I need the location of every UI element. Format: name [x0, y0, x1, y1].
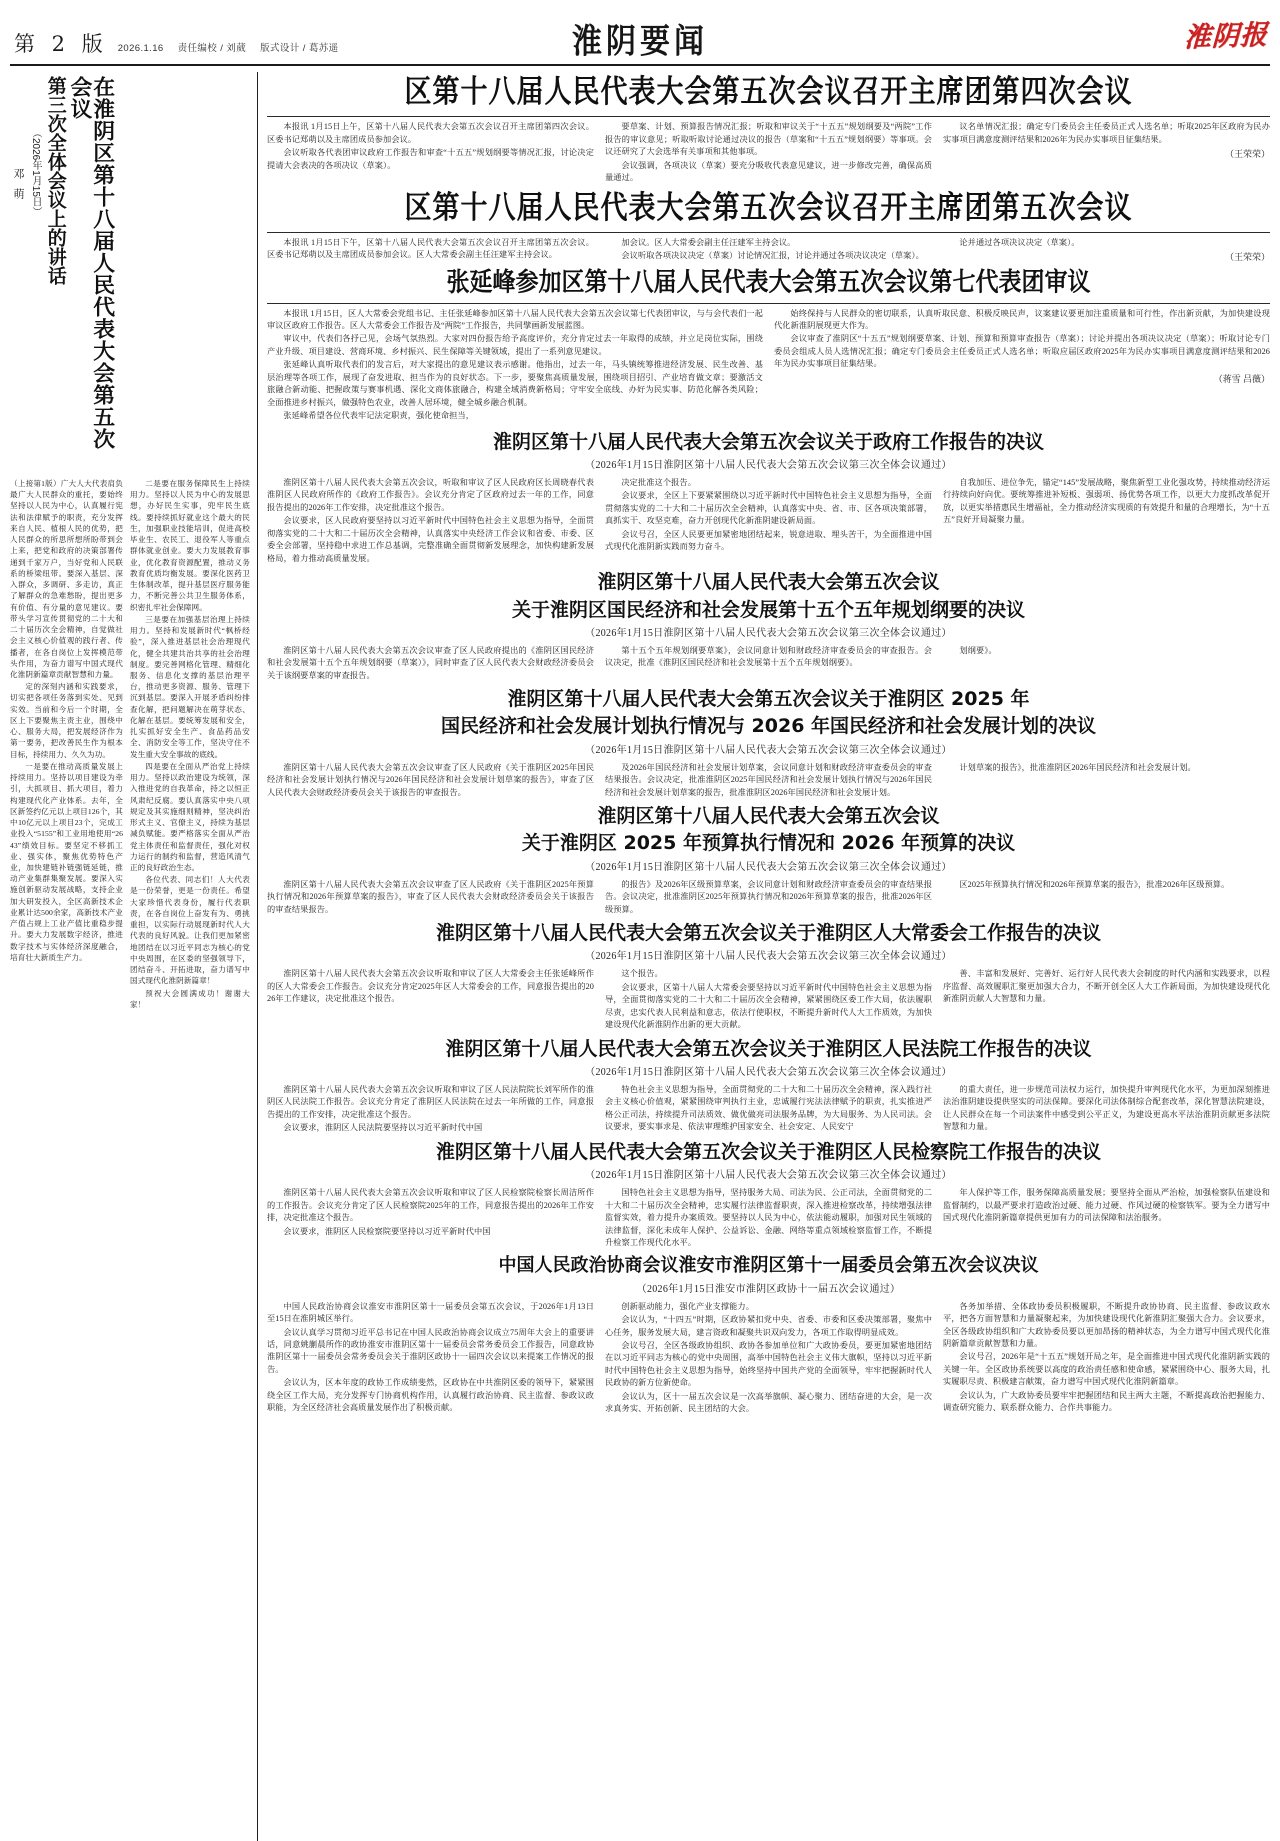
resolution-columns [267, 645, 1270, 683]
resolution-columns [267, 1301, 1270, 1417]
feature-paragraph: 定的深刻内涵和实践要求，切实把各项任务落到实处、见到实效。当前和今后一个时期，全区上下要聚焦主责主业，围绕中心、服务大局，把发展经济作为第一要务，把改善民生作为根本目标，持续用力、久久为功。 [10, 682, 123, 759]
body-paragraph: 会议听取各项决议决定（草案）讨论情况汇报，讨论并通过各项决议决定（草案）。 [621, 251, 924, 261]
body-paragraph: 淮阴区第十八届人民代表大会第五次会议，听取和审议了区人民政府区长周晓春代表淮阴区人民政府所作的《政府工作报告》。会议充分肯定了区政府过去一年的工作，同意报告提出的2026年工作安排，决定批准这个报告。 [267, 477, 594, 512]
page-body [0, 66, 1280, 1841]
article-column [943, 121, 1270, 146]
resolution-column [267, 879, 594, 917]
body-paragraph: 始终保持与人民群众的密切联系，认真听取民意、积极反映民声，议案建议要更加注重质量和可行性，作出新贡献，为加快建设现代化新淮阴展现更大作为。 [774, 308, 1270, 330]
resolution-item [267, 432, 1270, 567]
resolution-column [605, 762, 932, 800]
resolution-column [605, 645, 932, 683]
body-paragraph: 会议要求，区第十八届人大常委会要坚持以习近平新时代中国特色社会主义思想为指导，全面贯彻落实党的二十大和二十届历次全会精神，紧紧围绕区委工作大局，依法履职尽责，忠实代表人民利益和意志，依法行使职权，不断提升新时代人大工作质效，为加快建设现代化新淮阴作出新的更大贡献。 [605, 982, 932, 1030]
resolution-title-line: 淮阴区第十八届人民代表大会第五次会议关于政府工作报告的决议 [492, 430, 1044, 453]
masthead-left [14, 28, 339, 58]
body-paragraph: 本报讯 1月15日上午，区第十八届人民代表大会第五次会议召开主席团第四次会议。区委书记郑萌以及主席团成员参加会议。 [267, 122, 594, 144]
feature-body [10, 478, 250, 1841]
body-paragraph: 张延峰认真听取代表们的发言后，对大家提出的意见建议表示感谢。他指出，过去一年，马头镇统筹推进经济发展、民生改善、基层治理等各项工作，展现了奋发进取、担当作为的良好状态。下一步，要聚焦高质量发展，围绕项目招引、产业培育做文章；要激活文旅融合新动能、把握政策与赛事机遇、深化文商体旅融合，构建全域消费新格局；守牢安全底线、办好为民实事、防范化解各类风险；全面推进乡村振兴，做强特色农业，改善人居环境，健全城乡融合机制。 [267, 360, 763, 407]
masthead-meta [118, 40, 339, 54]
resolution-subtitle: （2026年1月15日淮安市淮阴区政协十一届五次会议通过） [636, 1283, 901, 1295]
body-paragraph: 的重大责任，进一步规范司法权力运行，加快提升审判现代化水平，为更加深刻推进法治淮阴建设提供坚实的司法保障。要深化司法体制综合配套改革，深化智慧法院建设，让人民群众在每一个司法案件中感受到公平正义，为建设更高水平法治淮阴贡献更多法院智慧和力量。 [943, 1084, 1270, 1132]
resolution-subtitle: （2026年1月15日淮阴区第十八届人民代表大会第五次会议第三次全体会议通过） [585, 744, 952, 756]
article-presidium-4 [267, 72, 1270, 186]
resolution-column [267, 645, 594, 683]
resolution-column [943, 1301, 1270, 1417]
body-paragraph: 自我加压、进位争先，锚定“145”发展战略，聚焦新型工业化强攻势，持续推动经济运行持续向好向优。要统筹推进补短板、强弱项、扬优势各项工作，以更大力度抓改革促开放，以更实举措惠民生增福祉，全力推动经济实现质的有效提升和量的合理增长，为“十五五”良好开局凝聚力量。 [943, 477, 1270, 525]
body-paragraph: 淮阴区第十八届人民代表大会第五次会议听取和审议了区人大常委会主任张延峰所作的区人大常委会工作报告。会议充分肯定2025年区人大常委会的工作，同意报告提出的2026年工作建议，决定批准这个报告。 [267, 969, 594, 1004]
publication-date: 2026.1.16 [117, 43, 164, 54]
feature-column [10, 72, 258, 1841]
resolution-title-line: 淮阴区第十八届人民代表大会第五次会议关于淮阴区人民法院工作报告的决议 [445, 1037, 1092, 1060]
resolution-title-line: 淮阴区第十八届人民代表大会第五次会议 [597, 805, 940, 828]
resolution-columns [267, 879, 1270, 917]
feature-lead-text: 广大人大代表肩负最广大人民群众的重托，要始终坚持以人民为中心，认真履行宪法和法律赋予的职责，充分发挥来自人民、植根人民的优势，把人民群众的所思所想所盼带到会上来，把党和政府的决策部署传递到千家万户，当好党和人民联系的桥梁纽带。要深入基层、深入群众，多调研、多走访，真正了解群众的急难愁盼，提出更多有价值、有分量的意见建议。要带头学习宣传贯彻党的二十大和二十届历次全会精神，自觉做社会主义核心价值观的践行者、传播者，在各自岗位上发挥模范带头作用，为奋力谱写中国式现代化淮阴新篇章贡献智慧和力量。 [10, 479, 123, 679]
feature-author: 邓 萌 [12, 168, 24, 203]
feature-paragraph: 一是要在推动高质量发展上持续用力。坚持以项目建设为牵引，大抓项目、抓大项目，着力构建现代化产业体系。去年，全区新签约亿元以上项目126个，其中10亿元以上项目23个，完成工业投入“5155”和工业用地使用“2643”绩效目标。要坚定不移抓工业、强实体，聚焦优势特色产业，加快建链补链强链延链，推动产业集群集聚发展。要深入实施创新驱动发展战略，支持企业加大研发投入，全区高新技术企业累计达500余家，高新技术产业产值占规上工业产值比重稳步提升。要大力发展数字经济，推进数字技术与实体经济深度融合，培育壮大新质生产力。 [10, 761, 123, 962]
body-paragraph: 会议要求，淮阴区人民法院要坚持以习近平新时代中国 [283, 1123, 483, 1133]
feature-title-main: 在淮阴区第十八届人民代表大会第五次会议 [67, 76, 116, 450]
body-paragraph: 会议审查了淮阴区“十五五”规划纲要草案、计划、预算和预算审查报告（草案）；讨论并提出各项决议决定（草案）；听取讨论专门委员会组成人员人选情况汇报；确定专门委员会主任委员正式人选名单；听取应届区政府2025年为民办实事项目满意度测评结果和2026年为民办实事项目征集结果。 [774, 334, 1270, 369]
article-byline: （王荣荣） [1224, 252, 1270, 263]
body-paragraph: 会议认为，“十四五”时期，区政协紧扣党中央、省委、市委和区委决策部署，聚焦中心任务，服务发展大局，建言资政和凝聚共识双向发力，各项工作取得明显成效。 [605, 1315, 932, 1337]
resolution-title-line: 淮阴区第十八届人民代表大会第五次会议 [597, 571, 940, 594]
article-column [774, 308, 1270, 371]
article-column-wrap [943, 121, 1270, 185]
body-paragraph: 审议中，代表们各抒己见，会场气氛热烈。大家对四份报告给予高度评价，充分肯定过去一年取得的成绩，并立足岗位实际，围绕产业升级、项目建设、营商环境、乡村振兴、民生保障等关键领域，提出了一系列意见建议。 [267, 334, 763, 356]
resolution-title-line: 淮阴区第十八届人民代表大会第五次会议关于淮阴区人民检察院工作报告的决议 [435, 1140, 1101, 1163]
resolution-column [605, 879, 932, 917]
resolution-column [605, 1084, 932, 1136]
body-paragraph: 决定批准这个报告。 [621, 477, 696, 487]
resolution-subtitle: （2026年1月15日淮阴区第十八届人民代表大会第五次会议第三次全体会议通过） [585, 459, 952, 471]
feature-paragraph: 三是要在加强基层治理上持续用力。坚持和发展新时代“枫桥经验”，深入推进基层社会治理现代化，健全共建共治共享的社会治理制度。要完善网格化管理、精细化服务、信息化支撑的基层治理平台，推动更多资源、服务、管理下沉到基层。要深入开展矛盾纠纷排查化解，把问题解决在萌芽状态、化解在基层。要统筹发展和安全，扎实抓好安全生产、食品药品安全、消防安全等工作，坚决守住不发生重大安全事故的底线。 [130, 614, 250, 759]
body-paragraph: 本报讯 1月15日，区人大常委会党组书记、主任张延峰参加区第十八届人民代表大会第五次会议第七代表团审议，与与会代表们一起审议区政府工作报告。区人大常委会工作报告及“两院”工作报告，共同擘画新发展蓝图。 [267, 308, 763, 330]
resolution-column [267, 1187, 594, 1250]
body-paragraph: 淮阴区第十八届人民代表大会第五次会议听取和审议了区人民检察院检察长周洁所作的工作报告。会议充分肯定了区人民检察院2025年的工作，同意报告提出的2026年工作安排，决定批准这个报告。 [267, 1188, 594, 1223]
resolution-column [605, 1187, 932, 1250]
body-paragraph: 淮阴区第十八届人民代表大会第五次会议审查了区人民政府《关于淮阴区2025年预算执行情况和2026年预算草案的报告》，审查了区人民代表大会财政经济委员会关于该报告的审查结果报告。 [267, 879, 594, 914]
body-paragraph: 第十五个五年规划纲要草案》，会议同意计划和财政经济审查委员会的审查报告。会议决定，批准《淮阴区国民经济和社会发展第十五个五年规划纲要》。 [605, 645, 932, 668]
resolution-item [267, 923, 1270, 1033]
rule [267, 232, 1270, 233]
body-paragraph: 淮阴区第十八届人民代表大会第五次会议听取和审议了区人民法院院长刘军所作的淮阴区人民法院工作报告。会议充分肯定了淮阴区人民法院在过去一年所做的工作，同意报告提出的工作安排，决定批准这个报告。 [267, 1084, 594, 1119]
article-zhangyanfeng [267, 266, 1270, 424]
resolution-column [943, 1187, 1270, 1250]
masthead-logo-wrap [1148, 14, 1268, 53]
resolution-list [267, 426, 1270, 1419]
body-paragraph: 淮阴区第十八届人民代表大会第五次会议审查了区人民政府提出的《淮阴区国民经济和社会发展第十五个五年规划纲要（草案）》，同时审查了区人民代表大会财政经济委员会关于该纲要草案的审查报告。 [267, 645, 594, 680]
feature-title-sub: 第三次全体会议上的讲话 [44, 76, 67, 285]
body-paragraph: 会议要求，区人民政府要坚持以习近平新时代中国特色社会主义思想为指导，全面贯彻落实党的二十大和二十届历次全会精神，认真落实中央经济工作会议和省委、市委、区委全会部署，坚持稳中求进工作总基调，完整准确全面贯彻新发展理念，加快构建新发展格局，着力推动高质量发展。 [267, 516, 594, 563]
resolution-title-line: 淮阴区第十八届人民代表大会第五次会议关于淮阴区人大常委会工作报告的决议 [435, 922, 1101, 945]
resolution-title-line: 国民经济和社会发展计划执行情况与 2026 年国民经济和社会发展计划的决议 [440, 715, 1097, 738]
resolution-column [267, 762, 594, 800]
body-paragraph: 创新驱动能力，强化产业支撑能力。 [621, 1301, 754, 1311]
resolution-subtitle: （2026年1月15日淮阴区第十八届人民代表大会第五次会议第三次全体会议通过） [585, 1066, 952, 1078]
resolution-item [267, 689, 1270, 800]
body-paragraph: 会议认为，区十一届五次会议是一次高举旗帜、凝心聚力、团结奋进的大会，是一次求真务实、开拓创新、民主团结的大会。 [605, 1391, 932, 1414]
resolution-subtitle: （2026年1月15日淮阴区第十八届人民代表大会第五次会议第三次全体会议通过） [585, 861, 952, 873]
body-paragraph: 会议认真学习贯彻习近平总书记在中国人民政治协商会议成立75周年大会上的重要讲话，同意姚蒯晨所作的政协淮安市淮阴区第十一届委员会常务委员会工作报告，同意政协淮阴区第十一届委员会常务委员会关于淮阴区政协十一届四次会议以来提案工作情况的报告。 [267, 1327, 594, 1374]
body-paragraph: 论并通过各项决议决定（草案）。 [959, 237, 1080, 247]
resolution-title-line: 关于淮阴区 2025 年预算执行情况和 2026 年预算的决议 [521, 832, 1016, 855]
rule [267, 303, 1270, 304]
body-paragraph: 会议听取各代表团审议政府工作报告和审查“十五五”规划纲要等情况汇报，讨论决定提请大会表决的各项决议（草案）。 [267, 148, 594, 170]
resolution-item [267, 1039, 1270, 1136]
feature-paragraph: 各位代表、同志们！人大代表是一份荣誉，更是一份责任。希望大家珍惜代表身份，履行代表职责，在各自岗位上奋发有为、勇挑重担，以实际行动展现新时代人大代表的良好风貌。让我们更加紧密地团结在以习近平同志为核心的党中央周围，在区委的坚强领导下，团结奋斗、开拓进取，奋力谱写中国式现代化淮阴新篇章！ [130, 875, 250, 986]
article-column [605, 237, 932, 264]
body-paragraph: 会议号召，全区人民要更加紧密地团结起来，锐意进取、埋头苦干，为全面推进中国式现代化淮阴新实践而努力奋斗。 [605, 529, 932, 552]
feature-paragraph: 四是要在全面从严治党上持续用力。坚持以政治建设为统领，深入推进党的自我革命，持之以恒正风肃纪反腐。要认真落实中央八项规定及其实施细则精神，坚决纠治形式主义、官僚主义，持续为基层减负赋能。要严格落实全面从严治党主体责任和监督责任，强化对权力运行的制约和监督，营造风清气正的良好政治生态。 [130, 761, 250, 872]
body-paragraph: 会议号召，2026年是“十五五”规划开局之年，是全面推进中国式现代化淮阴新实践的关键一年。全区政协系统要以高度的政治责任感和使命感，紧紧围绕中心、服务大局，扎实履职尽责、积极建言献策，奋力谱写中国式现代化淮阴新篇章。 [943, 1352, 1270, 1387]
resolution-title-line: 淮阴区第十八届人民代表大会第五次会议关于淮阴区 2025 年 [507, 688, 1030, 711]
body-paragraph: 会议强调，各项决议（草案）要充分吸收代表意见建议，进一步修改完善，确保高质量通过。 [605, 160, 932, 183]
resolution-title-line: 关于淮阴区国民经济和社会发展第十五个五年规划纲要的决议 [511, 598, 1025, 621]
article-column [605, 121, 932, 185]
article-headline: 区第十八届人民代表大会第五次会议召开主席团第五次会议 [404, 190, 1133, 226]
body-paragraph: 张延峰希望各位代表牢记法定职责，强化使命担当， [283, 411, 475, 421]
resolution-column [943, 968, 1270, 1032]
body-paragraph: 议名单情况汇报；确定专门委员会主任委员正式人选名单；听取2025年区政府为民办实事项目满意度测评结果和2026年为民办实事项目征集结果。 [943, 122, 1270, 144]
body-paragraph: 特色社会主义思想为指导，全面贯彻党的二十大和二十届历次全会精神，深入践行社会主义核心价值观，紧紧围绕审判执行主业，忠诚履行宪法法律赋予的职责，扎实推进严格公正司法，持续提升司法质效、做优做亮司法服务品牌，为大局服务、为人民司法。会议要求，要实事求是、依法审理维护国家安全、社会安定、人民安宁 [605, 1084, 932, 1132]
main-column [258, 72, 1270, 1841]
resolution-subtitle: （2026年1月15日淮阴区第十八届人民代表大会第五次会议第三次全体会议通过） [585, 1170, 952, 1182]
article-columns [267, 308, 1270, 424]
body-paragraph: 的报告》及2026年区级预算草案，会议同意计划和财政经济审查委员会的审查结果报告。会议决定，批准淮阴区2025年预算执行情况和2026年预算草案的报告，批准2026年区级预算。 [605, 879, 932, 914]
page-number-label: 第 2 版 [14, 32, 108, 56]
article-column [267, 237, 594, 264]
masthead [0, 0, 1280, 62]
body-paragraph: 善、丰富和发展好、完善好、运行好人民代表大会制度的时代内涵和实践要求，以程序监督、高效履职汇聚更加强大合力，不断开创全区人大工作新局面，为加快建设现代化新淮阴贡献人大智慧和力量。 [943, 969, 1270, 1004]
body-paragraph: 中国人民政治协商会议淮安市淮阴区第十一届委员会第五次会议，于2026年1月13日至15日在淮阴城区举行。 [267, 1301, 594, 1324]
resolution-column [605, 477, 932, 566]
article-column-wrap [774, 308, 1270, 424]
resolution-item [267, 572, 1270, 683]
resolution-subtitle: （2026年1月15日淮阴区第十八届人民代表大会第五次会议第三次全体会议通过） [585, 627, 952, 639]
article-columns [267, 121, 1270, 185]
resolution-column [267, 1084, 594, 1136]
feature-body-col-1 [10, 478, 123, 1841]
body-paragraph: 这个报告。 [621, 969, 663, 979]
body-paragraph: 划纲要》。 [959, 645, 997, 655]
resolution-item [267, 806, 1270, 917]
body-paragraph: 会议号召，全区各级政协组织、政协各参加单位和广大政协委员，要更加紧密地团结在以习近平同志为核心的党中央周围，高举中国特色社会主义伟大旗帜，坚持以习近平新时代中国特色社会主义思想为指导，始终坚持中国共产党的全面领导，牢牢把握新时代人民政协的新方位新使命。 [605, 1341, 932, 1388]
body-paragraph: 区2025年预算执行情况和2026年预算草案的报告》，批准2026年区级预算。 [959, 879, 1230, 889]
body-paragraph: 会议认为，广大政协委员要牢牢把握团结和民主两大主题，不断提高政治把握能力、调查研究能力、联系群众能力、合作共事能力。 [943, 1390, 1270, 1413]
body-paragraph: 及2026年国民经济和社会发展计划草案，会议同意计划和财政经济审查委员会的审查结果报告。会议决定，批准淮阴区2025年国民经济和社会发展计划执行情况与2026年国民经济和社会发展计划草案的报告，批准淮阴区2026年国民经济和社会发展计划。 [605, 762, 932, 797]
resolution-subtitle: （2026年1月15日淮阴区第十八届人民代表大会第五次会议第三次全体会议通过） [585, 951, 952, 963]
resolution-column [267, 1301, 594, 1417]
article-column [943, 237, 1270, 249]
article-columns [267, 237, 1270, 264]
feature-body-col-2 [130, 478, 250, 1841]
resolution-item [267, 1256, 1270, 1416]
article-column [267, 121, 594, 185]
article-headline: 区第十八届人民代表大会第五次会议召开主席团第四次会议 [404, 74, 1133, 111]
resolution-column [605, 968, 932, 1032]
designer-credit: 版式设计 / 葛苏遥 [260, 43, 339, 54]
feature-paragraph: 预祝大会圆满成功！谢谢大家！ [130, 988, 250, 1009]
resolution-title-line: 中国人民政治协商会议淮安市淮阴区第十一届委员会第五次会议决议 [498, 1255, 1039, 1277]
article-presidium-5 [267, 188, 1270, 264]
article-byline: （蒋雪 吕薇） [1213, 373, 1270, 384]
body-paragraph: 国特色社会主义思想为指导，坚持服务大局、司法为民、公正司法，全面贯彻党的二十大和二十届历次全会精神，忠实履行法律监督职责，深入推进检察改革，持续增强法律监督实效，着力提升办案质效。要坚持以人民为中心，依法能动履职，加强对民生领域的法律监督，深化未成年人保护、公益诉讼、金融、网络等重点领域检察监督工作，不断提升检察工作现代化水平。 [605, 1188, 932, 1247]
resolution-column [943, 645, 1270, 683]
body-paragraph: 计划草案的报告》，批准淮阴区2026年国民经济和社会发展计划。 [959, 762, 1196, 772]
body-paragraph: 本报讯 1月15日下午，区第十八届人民代表大会第五次会议召开主席团第五次会议。区委书记郑萌以及主席团成员参加会议。区人大常委会副主任汪建军主持会议。 [267, 237, 594, 260]
resolution-column [943, 477, 1270, 566]
body-paragraph: 各务加举措、全体政协委员积极履职，不断提升政协协商、民主监督、参政议政水平，把各方面智慧和力量凝聚起来，为加快建设现代化新淮阴汇聚强大合力。会议要求，全区各级政协组织和广大政协委员要以更加昂扬的精神状态，为全力谱写中国式现代化淮阴新篇章贡献智慧和力量。 [943, 1301, 1270, 1348]
resolution-column [943, 1084, 1270, 1136]
article-headline: 张延峰参加区第十八届人民代表大会第五次会议第七代表团审议 [446, 268, 1091, 297]
body-paragraph: 会议认为，区本年度的政协工作成绩斐然，区政协在中共淮阴区委的领导下，紧紧围绕全区工作大局，充分发挥专门协商机构作用，认真履行政治协商、民主监督、参政议政职能，为全区经济社会高质量发展作出了积极贡献。 [267, 1378, 594, 1413]
article-byline: （王荣荣） [1224, 149, 1270, 160]
body-paragraph: 年人保护等工作，服务保障高质量发展；要坚持全面从严治检，加强检察队伍建设和监督制约，以最严要求打造政治过硬、能力过硬、作风过硬的检察铁军。要为全力谱写中国式现代化淮阴新篇章提供更加有力的司法保障和法治服务。 [943, 1188, 1270, 1223]
resolution-columns [267, 1084, 1270, 1136]
feature-lead-ref: （上接第1版） [10, 479, 61, 488]
resolution-columns [267, 1187, 1270, 1250]
body-paragraph: 要草案、计划、预算报告情况汇报；听取和审议关于“十五五”规划纲要及“两院”工作报告的审议意见；听取听取讨论通过决议的报告（草案和“十五五”规划纲要）等事项。会议还研究了大会选举有关事项和其他事项。 [605, 122, 932, 157]
resolution-column [943, 762, 1270, 800]
body-paragraph: 加会议。区人大常委会副主任汪建军主持会议。 [621, 237, 796, 247]
resolution-column [267, 968, 594, 1032]
article-column-wrap [943, 237, 1270, 264]
editor-credit: 责任编校 / 刘葳 [177, 43, 247, 54]
body-paragraph: 淮阴区第十八届人民代表大会第五次会议审查了区人民政府《关于淮阴区2025年国民经济和社会发展计划执行情况与2026年国民经济和社会发展计划草案的报告》，审查了区人民代表大会财政经济委员会关于该报告的审查报告。 [267, 762, 594, 797]
resolution-column [943, 879, 1270, 917]
feature-date: （2026年1月15日） [30, 128, 41, 217]
article-column [267, 308, 763, 424]
resolution-columns [267, 762, 1270, 800]
resolution-item [267, 1142, 1270, 1251]
section-title: 淮阴要闻 [572, 22, 708, 62]
body-paragraph: 会议要求，全区上下要紧紧围绕以习近平新时代中国特色社会主义思想为指导，全面贯彻落实党的二十大和二十届历次全会精神，认真落实中央、省、市、区各项决策部署，真抓实干、攻坚克难，奋力开创现代化新淮阴建设新局面。 [605, 491, 932, 526]
body-paragraph: 会议要求，淮阴区人民检察院要坚持以习近平新时代中国 [283, 1226, 491, 1236]
resolution-columns [267, 477, 1270, 566]
resolution-column [267, 477, 594, 566]
resolution-columns [267, 968, 1270, 1032]
resolution-column [605, 1301, 932, 1417]
feature-vertical-title [10, 72, 250, 476]
feature-paragraph: 二是要在服务保障民生上持续用力。坚持以人民为中心的发展思想，办好民生实事，兜牢民生底线。要持续抓好就业这个最大的民生，加强职业技能培训，促进高校毕业生、农民工、退役军人等重点群体就业创业。要大力发展教育事业，优化教育资源配置，推动义务教育优质均衡发展。要深化医药卫生体制改革，提升基层医疗服务能力，不断完善公共卫生服务体系，织密扎牢社会保障网。 [130, 479, 250, 612]
newspaper-logo: 淮阴报 [1183, 19, 1269, 54]
rule [267, 116, 1270, 117]
